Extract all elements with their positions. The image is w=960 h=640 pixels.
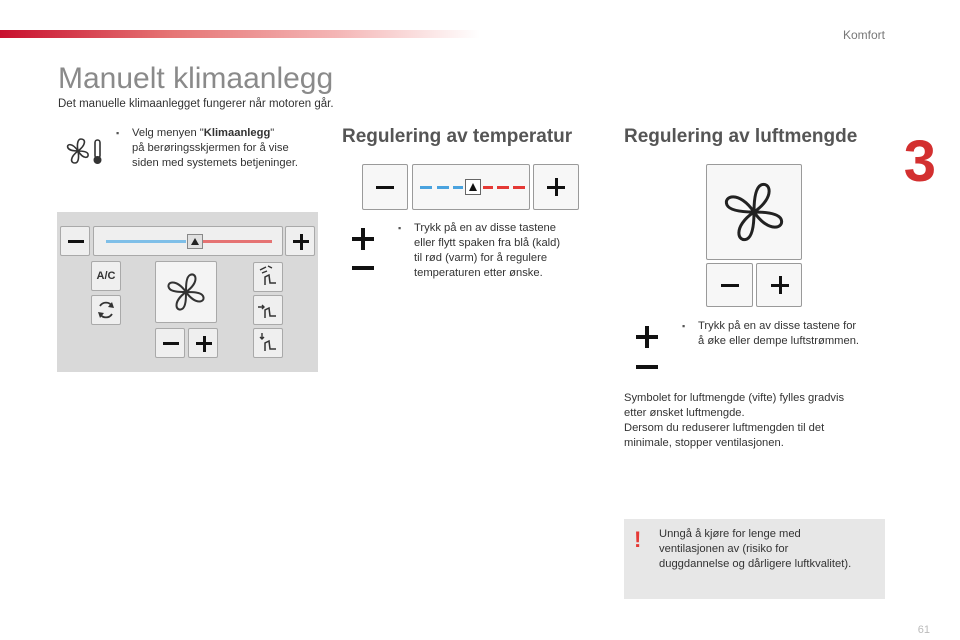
warning-box — [624, 519, 885, 599]
airflow-instruction — [682, 319, 892, 349]
temp-line-2: eller flytt spaken fra blå (kald) — [414, 237, 561, 249]
chapter-number: 3 — [903, 129, 936, 194]
airflow-line-1: Trykk på en av disse tastene for — [698, 320, 857, 332]
menu-instruction — [116, 126, 326, 171]
panel-slider-handle[interactable] — [187, 234, 203, 249]
menu-text-prefix: Velg menyen " — [132, 127, 204, 139]
menu-text-line3: siden med systemets betjeninger. — [132, 157, 299, 169]
fan-icon — [156, 262, 216, 322]
airflow-fan-display — [706, 164, 802, 260]
airflow-minus-button[interactable] — [706, 263, 753, 307]
warning-line-1: Unngå å kjøre for lenge med — [659, 528, 801, 540]
seat-airflow-icon — [254, 296, 282, 324]
note-line-4: minimale, stopper ventilasjonen. — [624, 437, 784, 449]
menu-name: Klimaanlegg — [203, 127, 271, 139]
section-name: Komfort — [842, 28, 885, 42]
temperature-instruction — [398, 221, 598, 281]
panel-air-distribution-feet-button[interactable] — [253, 328, 283, 358]
airflow-line-2: å øke eller dempe luftstrømmen. — [698, 335, 860, 347]
panel-temp-plus-button[interactable] — [285, 226, 315, 256]
temp-line-1: Trykk på en av disse tastene — [414, 222, 556, 234]
exclamation-icon: ! — [634, 527, 642, 552]
fan-thermometer-icon — [64, 136, 104, 166]
panel-air-distribution-windscreen-button[interactable] — [253, 262, 283, 292]
fan-icon — [707, 165, 801, 259]
airflow-note — [624, 391, 894, 451]
seat-airflow-icon — [254, 329, 282, 357]
plus-symbol-icon — [636, 326, 658, 348]
temperature-heading: Regulering av temperatur — [342, 126, 573, 147]
bullet-marker: ▪ — [682, 321, 686, 331]
panel-recirculation-button[interactable] — [91, 295, 121, 325]
airflow-plus-button[interactable] — [756, 263, 802, 307]
plus-symbol-icon — [352, 228, 374, 250]
header-accent-bar — [0, 30, 480, 38]
temperature-minus-button[interactable] — [362, 164, 408, 210]
temperature-plus-button[interactable] — [533, 164, 579, 210]
panel-ac-button[interactable]: A/C — [91, 261, 121, 291]
page-number: 61 — [917, 624, 930, 636]
panel-temp-slider[interactable] — [93, 226, 283, 256]
minus-symbol-icon — [636, 365, 658, 369]
panel-temp-minus-button[interactable] — [60, 226, 90, 256]
panel-fan-minus-button[interactable] — [155, 328, 185, 358]
note-line-2: etter ønsket luftmengde. — [624, 407, 745, 419]
temp-line-3: til rød (varm) for å regulere — [414, 252, 548, 264]
warning-line-3: duggdannelse og dårligere luftkvalitet). — [659, 558, 852, 570]
climate-control-panel — [57, 212, 318, 372]
note-line-1: Symbolet for luftmengde (vifte) fylles gradvis — [624, 392, 845, 404]
recirculation-icon — [92, 296, 120, 324]
airflow-heading: Regulering av luftmengde — [624, 126, 858, 147]
bullet-marker: ▪ — [398, 223, 402, 233]
page-title: Manuelt klimaanlegg — [58, 62, 334, 95]
temperature-slider-handle[interactable] — [465, 179, 481, 195]
intro-text: Det manuelle klimaanlegget fungerer når motoren går. — [58, 98, 334, 110]
temp-line-4: temperaturen etter ønske. — [414, 267, 543, 279]
menu-text-suffix: " — [270, 127, 275, 139]
seat-airflow-icon — [254, 263, 282, 291]
panel-fan-display — [155, 261, 217, 323]
warning-line-2: ventilasjonen av (risiko for — [659, 543, 789, 555]
panel-fan-plus-button[interactable] — [188, 328, 218, 358]
bullet-marker: ▪ — [116, 128, 120, 138]
menu-text-line2: på berøringsskjermen for å vise — [132, 142, 289, 154]
temperature-slider[interactable] — [412, 164, 530, 210]
panel-air-distribution-face-button[interactable] — [253, 295, 283, 325]
note-line-3: Dersom du reduserer luftmengden til det — [624, 422, 825, 434]
warning-text — [659, 527, 881, 572]
minus-symbol-icon — [352, 266, 374, 270]
